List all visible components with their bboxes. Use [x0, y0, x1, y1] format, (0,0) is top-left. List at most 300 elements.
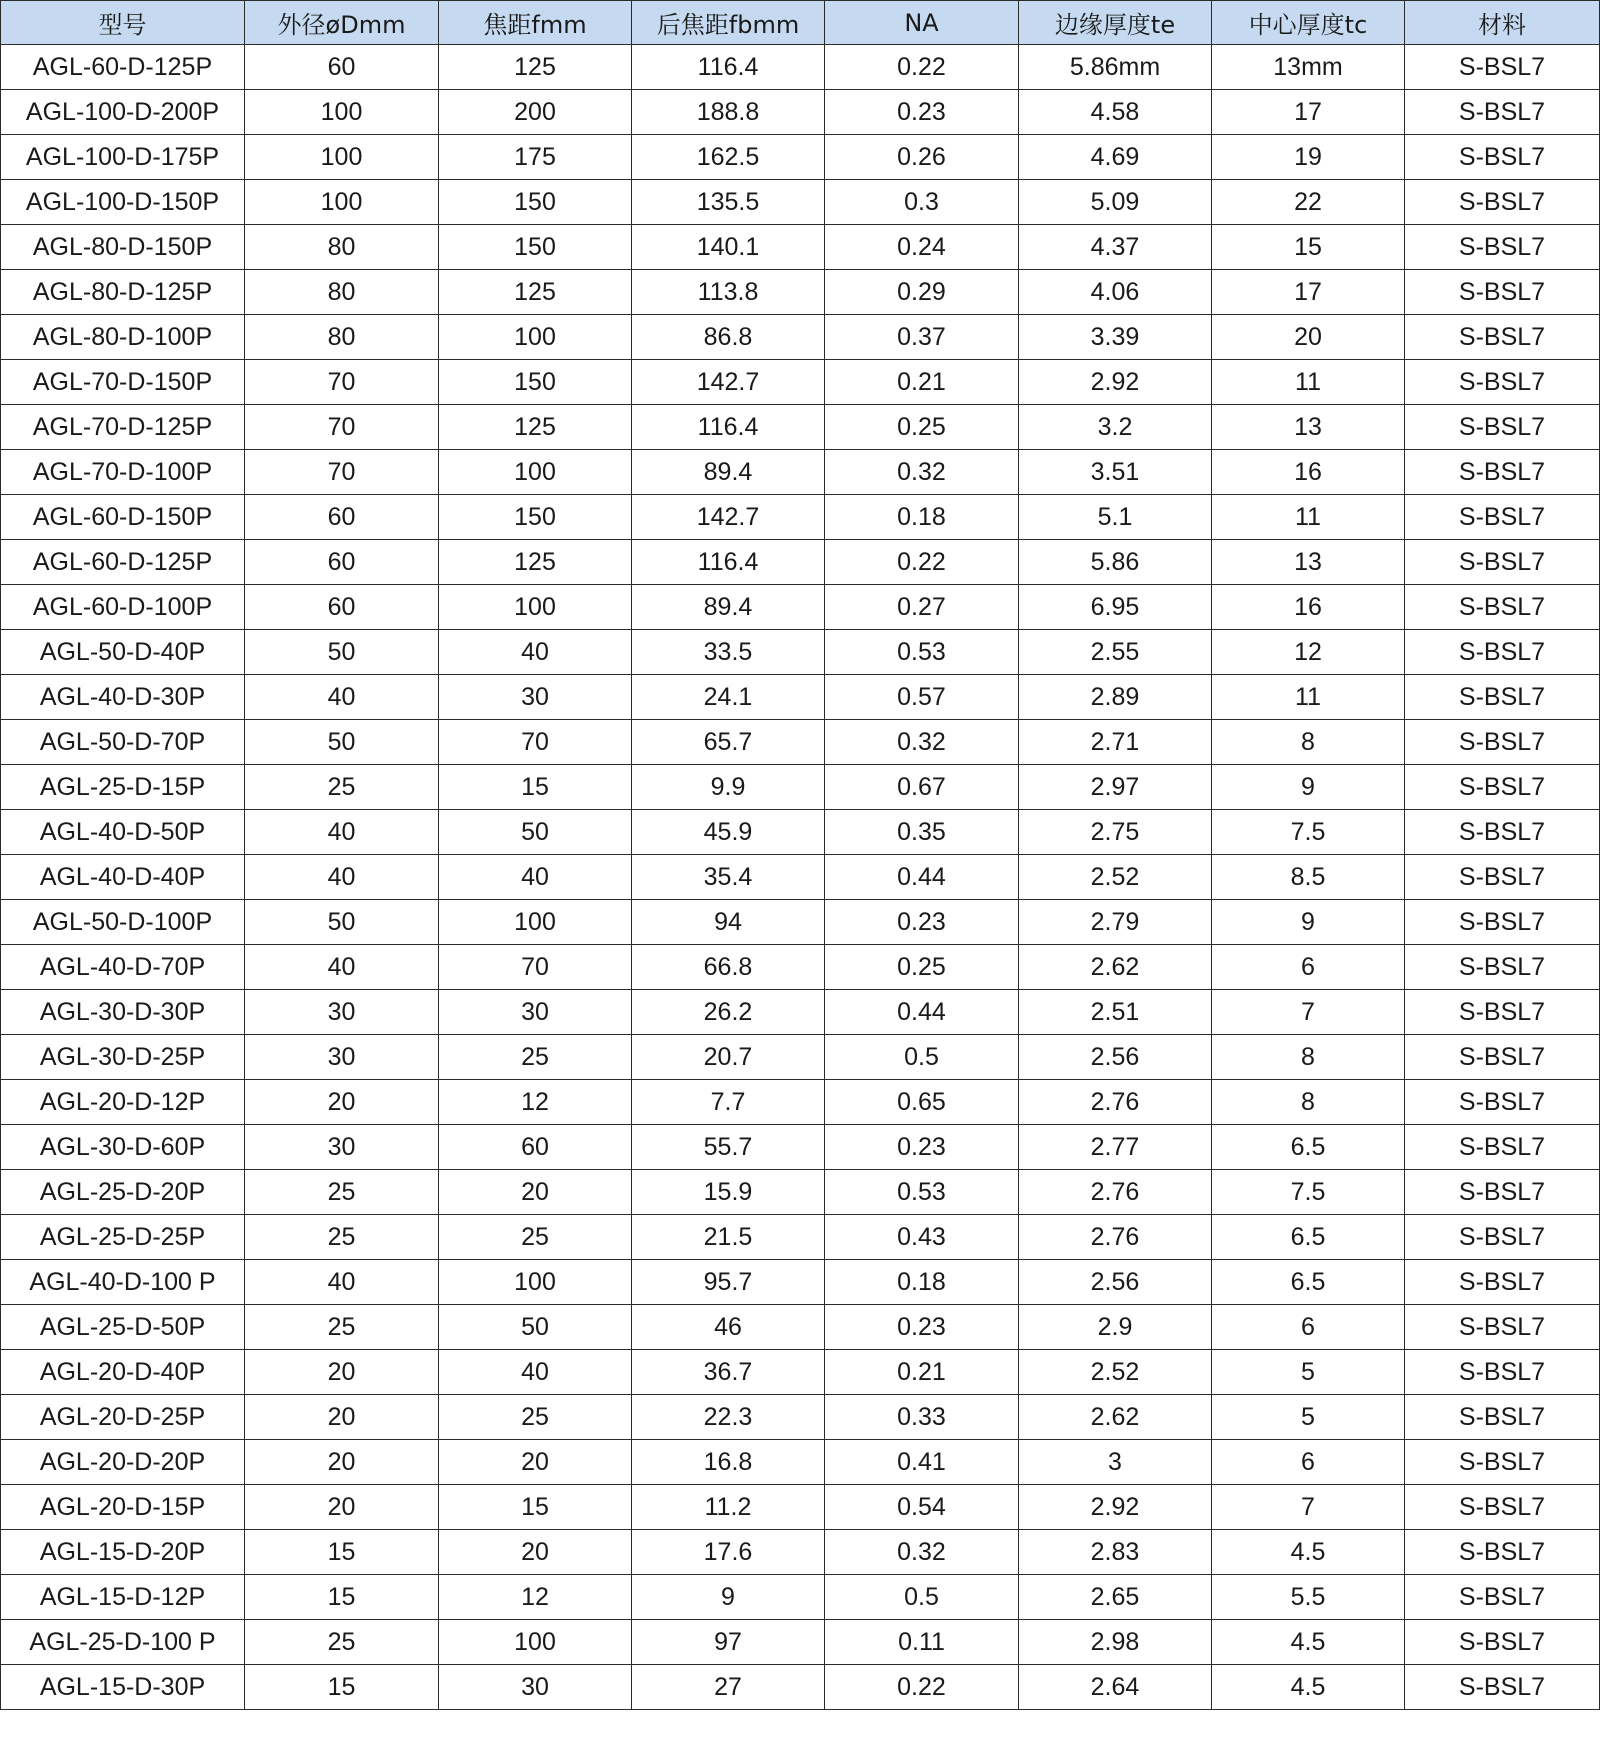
table-row — [1, 135, 1600, 180]
cell-back-focal-length: 21.5 — [632, 1215, 825, 1260]
header-material: 材料 — [1405, 1, 1600, 45]
cell-na: 0.41 — [825, 1440, 1019, 1485]
cell-na: 0.57 — [825, 675, 1019, 720]
cell-focal-length: 125 — [439, 540, 632, 585]
cell-model: AGL-15-D-12P — [1, 1575, 245, 1620]
cell-material: S-BSL7 — [1405, 1440, 1600, 1485]
cell-na: 0.5 — [825, 1575, 1019, 1620]
cell-outer-diameter: 80 — [245, 315, 439, 360]
cell-center-thickness: 7.5 — [1212, 1170, 1405, 1215]
cell-focal-length: 60 — [439, 1125, 632, 1170]
table-row — [1, 1665, 1600, 1710]
cell-model: AGL-25-D-25P — [1, 1215, 245, 1260]
cell-outer-diameter: 20 — [245, 1440, 439, 1485]
cell-back-focal-length: 65.7 — [632, 720, 825, 765]
cell-focal-length: 15 — [439, 765, 632, 810]
cell-model: AGL-60-D-150P — [1, 495, 245, 540]
cell-material: S-BSL7 — [1405, 810, 1600, 855]
cell-focal-length: 150 — [439, 225, 632, 270]
cell-model: AGL-70-D-125P — [1, 405, 245, 450]
table-row — [1, 225, 1600, 270]
cell-na: 0.65 — [825, 1080, 1019, 1125]
table-row — [1, 1620, 1600, 1665]
cell-na: 0.32 — [825, 720, 1019, 765]
cell-na: 0.18 — [825, 495, 1019, 540]
cell-back-focal-length: 33.5 — [632, 630, 825, 675]
cell-na: 0.43 — [825, 1215, 1019, 1260]
table-row — [1, 900, 1600, 945]
cell-edge-thickness: 3.51 — [1019, 450, 1212, 495]
cell-material: S-BSL7 — [1405, 855, 1600, 900]
cell-center-thickness: 8 — [1212, 1035, 1405, 1080]
table-row — [1, 585, 1600, 630]
cell-na: 0.54 — [825, 1485, 1019, 1530]
cell-outer-diameter: 30 — [245, 1035, 439, 1080]
cell-edge-thickness: 2.75 — [1019, 810, 1212, 855]
cell-material: S-BSL7 — [1405, 1125, 1600, 1170]
cell-edge-thickness: 5.1 — [1019, 495, 1212, 540]
cell-na: 0.37 — [825, 315, 1019, 360]
cell-center-thickness: 11 — [1212, 495, 1405, 540]
cell-na: 0.33 — [825, 1395, 1019, 1440]
cell-model: AGL-20-D-12P — [1, 1080, 245, 1125]
cell-back-focal-length: 89.4 — [632, 450, 825, 495]
table-row — [1, 180, 1600, 225]
cell-model: AGL-25-D-15P — [1, 765, 245, 810]
cell-focal-length: 40 — [439, 630, 632, 675]
cell-outer-diameter: 30 — [245, 1125, 439, 1170]
cell-edge-thickness: 5.86mm — [1019, 45, 1212, 90]
table-row — [1, 540, 1600, 585]
cell-back-focal-length: 46 — [632, 1305, 825, 1350]
cell-center-thickness: 4.5 — [1212, 1620, 1405, 1665]
cell-edge-thickness: 2.65 — [1019, 1575, 1212, 1620]
table-row — [1, 720, 1600, 765]
table-row — [1, 90, 1600, 135]
cell-material: S-BSL7 — [1405, 315, 1600, 360]
cell-focal-length: 150 — [439, 360, 632, 405]
cell-edge-thickness: 6.95 — [1019, 585, 1212, 630]
header-center-thickness: 中心厚度tc — [1212, 1, 1405, 45]
cell-material: S-BSL7 — [1405, 1260, 1600, 1305]
cell-material: S-BSL7 — [1405, 540, 1600, 585]
cell-model: AGL-80-D-100P — [1, 315, 245, 360]
cell-outer-diameter: 80 — [245, 270, 439, 315]
cell-center-thickness: 7.5 — [1212, 810, 1405, 855]
cell-model: AGL-40-D-100 P — [1, 1260, 245, 1305]
cell-back-focal-length: 36.7 — [632, 1350, 825, 1395]
cell-center-thickness: 13mm — [1212, 45, 1405, 90]
cell-model: AGL-60-D-125P — [1, 540, 245, 585]
cell-material: S-BSL7 — [1405, 1530, 1600, 1575]
cell-back-focal-length: 55.7 — [632, 1125, 825, 1170]
cell-na: 0.29 — [825, 270, 1019, 315]
table-row — [1, 270, 1600, 315]
cell-focal-length: 30 — [439, 990, 632, 1035]
cell-center-thickness: 16 — [1212, 450, 1405, 495]
cell-na: 0.23 — [825, 1305, 1019, 1350]
cell-model: AGL-70-D-150P — [1, 360, 245, 405]
cell-back-focal-length: 9 — [632, 1575, 825, 1620]
cell-edge-thickness: 2.76 — [1019, 1215, 1212, 1260]
header-focal-length: 焦距fmm — [439, 1, 632, 45]
cell-back-focal-length: 7.7 — [632, 1080, 825, 1125]
cell-outer-diameter: 50 — [245, 900, 439, 945]
cell-center-thickness: 19 — [1212, 135, 1405, 180]
cell-center-thickness: 5.5 — [1212, 1575, 1405, 1620]
cell-material: S-BSL7 — [1405, 360, 1600, 405]
cell-na: 0.22 — [825, 540, 1019, 585]
cell-material: S-BSL7 — [1405, 585, 1600, 630]
cell-material: S-BSL7 — [1405, 1350, 1600, 1395]
cell-edge-thickness: 2.62 — [1019, 945, 1212, 990]
cell-material: S-BSL7 — [1405, 990, 1600, 1035]
cell-na: 0.5 — [825, 1035, 1019, 1080]
cell-focal-length: 100 — [439, 585, 632, 630]
cell-outer-diameter: 60 — [245, 540, 439, 585]
cell-center-thickness: 13 — [1212, 540, 1405, 585]
cell-material: S-BSL7 — [1405, 1035, 1600, 1080]
cell-model: AGL-25-D-20P — [1, 1170, 245, 1215]
cell-center-thickness: 4.5 — [1212, 1530, 1405, 1575]
table-row — [1, 675, 1600, 720]
cell-back-focal-length: 140.1 — [632, 225, 825, 270]
cell-outer-diameter: 50 — [245, 630, 439, 675]
table-row — [1, 495, 1600, 540]
cell-model: AGL-50-D-40P — [1, 630, 245, 675]
cell-focal-length: 25 — [439, 1215, 632, 1260]
cell-model: AGL-15-D-30P — [1, 1665, 245, 1710]
cell-material: S-BSL7 — [1405, 90, 1600, 135]
cell-edge-thickness: 4.58 — [1019, 90, 1212, 135]
cell-focal-length: 70 — [439, 720, 632, 765]
cell-back-focal-length: 135.5 — [632, 180, 825, 225]
cell-model: AGL-40-D-70P — [1, 945, 245, 990]
cell-na: 0.26 — [825, 135, 1019, 180]
cell-center-thickness: 12 — [1212, 630, 1405, 675]
cell-na: 0.27 — [825, 585, 1019, 630]
cell-back-focal-length: 188.8 — [632, 90, 825, 135]
table-row — [1, 1215, 1600, 1260]
cell-material: S-BSL7 — [1405, 225, 1600, 270]
header-row — [1, 1, 1600, 45]
cell-na: 0.23 — [825, 900, 1019, 945]
table-row — [1, 1035, 1600, 1080]
cell-na: 0.67 — [825, 765, 1019, 810]
table-row — [1, 855, 1600, 900]
cell-back-focal-length: 24.1 — [632, 675, 825, 720]
cell-model: AGL-20-D-20P — [1, 1440, 245, 1485]
cell-back-focal-length: 116.4 — [632, 45, 825, 90]
cell-edge-thickness: 2.98 — [1019, 1620, 1212, 1665]
cell-focal-length: 100 — [439, 900, 632, 945]
cell-model: AGL-60-D-100P — [1, 585, 245, 630]
table-row — [1, 1485, 1600, 1530]
cell-back-focal-length: 66.8 — [632, 945, 825, 990]
cell-na: 0.35 — [825, 810, 1019, 855]
cell-center-thickness: 6.5 — [1212, 1260, 1405, 1305]
cell-outer-diameter: 80 — [245, 225, 439, 270]
cell-edge-thickness: 3.2 — [1019, 405, 1212, 450]
cell-edge-thickness: 2.64 — [1019, 1665, 1212, 1710]
cell-edge-thickness: 3 — [1019, 1440, 1212, 1485]
cell-back-focal-length: 22.3 — [632, 1395, 825, 1440]
cell-edge-thickness: 2.89 — [1019, 675, 1212, 720]
cell-material: S-BSL7 — [1405, 630, 1600, 675]
cell-focal-length: 100 — [439, 315, 632, 360]
header-na: NA — [825, 1, 1019, 45]
cell-material: S-BSL7 — [1405, 675, 1600, 720]
cell-focal-length: 100 — [439, 450, 632, 495]
cell-center-thickness: 11 — [1212, 675, 1405, 720]
cell-edge-thickness: 2.52 — [1019, 855, 1212, 900]
cell-model: AGL-30-D-30P — [1, 990, 245, 1035]
cell-outer-diameter: 70 — [245, 450, 439, 495]
cell-material: S-BSL7 — [1405, 180, 1600, 225]
cell-material: S-BSL7 — [1405, 1485, 1600, 1530]
cell-na: 0.23 — [825, 1125, 1019, 1170]
cell-outer-diameter: 70 — [245, 360, 439, 405]
cell-model: AGL-100-D-200P — [1, 90, 245, 135]
cell-material: S-BSL7 — [1405, 720, 1600, 765]
cell-back-focal-length: 27 — [632, 1665, 825, 1710]
cell-outer-diameter: 25 — [245, 1305, 439, 1350]
cell-outer-diameter: 30 — [245, 990, 439, 1035]
table-row — [1, 405, 1600, 450]
cell-model: AGL-40-D-40P — [1, 855, 245, 900]
cell-back-focal-length: 116.4 — [632, 540, 825, 585]
cell-focal-length: 125 — [439, 405, 632, 450]
cell-model: AGL-20-D-25P — [1, 1395, 245, 1440]
cell-back-focal-length: 16.8 — [632, 1440, 825, 1485]
header-edge-thickness: 边缘厚度te — [1019, 1, 1212, 45]
cell-outer-diameter: 70 — [245, 405, 439, 450]
cell-outer-diameter: 60 — [245, 45, 439, 90]
cell-focal-length: 175 — [439, 135, 632, 180]
table-header — [1, 1, 1600, 45]
cell-back-focal-length: 11.2 — [632, 1485, 825, 1530]
table-row — [1, 1395, 1600, 1440]
cell-edge-thickness: 2.77 — [1019, 1125, 1212, 1170]
cell-material: S-BSL7 — [1405, 270, 1600, 315]
table-row — [1, 810, 1600, 855]
cell-center-thickness: 7 — [1212, 1485, 1405, 1530]
cell-edge-thickness: 2.76 — [1019, 1170, 1212, 1215]
cell-edge-thickness: 5.09 — [1019, 180, 1212, 225]
cell-edge-thickness: 2.71 — [1019, 720, 1212, 765]
cell-material: S-BSL7 — [1405, 1305, 1600, 1350]
table-row — [1, 990, 1600, 1035]
cell-na: 0.53 — [825, 1170, 1019, 1215]
cell-outer-diameter: 20 — [245, 1350, 439, 1395]
table-row — [1, 450, 1600, 495]
cell-na: 0.3 — [825, 180, 1019, 225]
table-row — [1, 945, 1600, 990]
cell-center-thickness: 6 — [1212, 945, 1405, 990]
cell-model: AGL-60-D-125P — [1, 45, 245, 90]
cell-focal-length: 100 — [439, 1260, 632, 1305]
cell-back-focal-length: 142.7 — [632, 495, 825, 540]
cell-edge-thickness: 4.69 — [1019, 135, 1212, 180]
cell-center-thickness: 6 — [1212, 1305, 1405, 1350]
cell-outer-diameter: 25 — [245, 1215, 439, 1260]
cell-edge-thickness: 2.97 — [1019, 765, 1212, 810]
cell-back-focal-length: 94 — [632, 900, 825, 945]
cell-na: 0.21 — [825, 1350, 1019, 1395]
cell-outer-diameter: 20 — [245, 1080, 439, 1125]
cell-material: S-BSL7 — [1405, 495, 1600, 540]
cell-model: AGL-80-D-125P — [1, 270, 245, 315]
cell-na: 0.25 — [825, 945, 1019, 990]
cell-material: S-BSL7 — [1405, 135, 1600, 180]
cell-focal-length: 25 — [439, 1035, 632, 1080]
cell-model: AGL-100-D-175P — [1, 135, 245, 180]
table-row — [1, 1260, 1600, 1305]
table-row — [1, 1575, 1600, 1620]
cell-na: 0.32 — [825, 450, 1019, 495]
cell-edge-thickness: 2.56 — [1019, 1035, 1212, 1080]
header-outer-diameter: 外径øDmm — [245, 1, 439, 45]
cell-center-thickness: 8.5 — [1212, 855, 1405, 900]
cell-focal-length: 20 — [439, 1170, 632, 1215]
cell-outer-diameter: 15 — [245, 1575, 439, 1620]
cell-edge-thickness: 4.37 — [1019, 225, 1212, 270]
cell-na: 0.25 — [825, 405, 1019, 450]
cell-na: 0.22 — [825, 45, 1019, 90]
cell-na: 0.32 — [825, 1530, 1019, 1575]
cell-center-thickness: 17 — [1212, 90, 1405, 135]
table-body — [1, 45, 1600, 1710]
cell-center-thickness: 6.5 — [1212, 1215, 1405, 1260]
cell-model: AGL-20-D-40P — [1, 1350, 245, 1395]
cell-outer-diameter: 40 — [245, 1260, 439, 1305]
cell-edge-thickness: 3.39 — [1019, 315, 1212, 360]
cell-back-focal-length: 89.4 — [632, 585, 825, 630]
cell-model: AGL-15-D-20P — [1, 1530, 245, 1575]
cell-back-focal-length: 15.9 — [632, 1170, 825, 1215]
cell-focal-length: 25 — [439, 1395, 632, 1440]
table-row — [1, 1440, 1600, 1485]
cell-na: 0.18 — [825, 1260, 1019, 1305]
cell-center-thickness: 20 — [1212, 315, 1405, 360]
cell-back-focal-length: 95.7 — [632, 1260, 825, 1305]
cell-back-focal-length: 97 — [632, 1620, 825, 1665]
cell-na: 0.23 — [825, 90, 1019, 135]
cell-na: 0.44 — [825, 990, 1019, 1035]
cell-edge-thickness: 2.92 — [1019, 1485, 1212, 1530]
cell-edge-thickness: 2.79 — [1019, 900, 1212, 945]
cell-edge-thickness: 2.51 — [1019, 990, 1212, 1035]
cell-material: S-BSL7 — [1405, 450, 1600, 495]
cell-back-focal-length: 26.2 — [632, 990, 825, 1035]
cell-model: AGL-100-D-150P — [1, 180, 245, 225]
cell-outer-diameter: 40 — [245, 675, 439, 720]
cell-focal-length: 40 — [439, 1350, 632, 1395]
cell-center-thickness: 9 — [1212, 900, 1405, 945]
table-row — [1, 1170, 1600, 1215]
cell-back-focal-length: 86.8 — [632, 315, 825, 360]
cell-model: AGL-40-D-30P — [1, 675, 245, 720]
cell-edge-thickness: 2.62 — [1019, 1395, 1212, 1440]
cell-focal-length: 30 — [439, 675, 632, 720]
cell-edge-thickness: 2.76 — [1019, 1080, 1212, 1125]
cell-outer-diameter: 60 — [245, 495, 439, 540]
cell-back-focal-length: 9.9 — [632, 765, 825, 810]
cell-focal-length: 150 — [439, 180, 632, 225]
cell-edge-thickness: 2.83 — [1019, 1530, 1212, 1575]
cell-model: AGL-70-D-100P — [1, 450, 245, 495]
cell-focal-length: 12 — [439, 1575, 632, 1620]
cell-focal-length: 125 — [439, 270, 632, 315]
cell-model: AGL-80-D-150P — [1, 225, 245, 270]
cell-edge-thickness: 2.56 — [1019, 1260, 1212, 1305]
cell-center-thickness: 6.5 — [1212, 1125, 1405, 1170]
table-row — [1, 765, 1600, 810]
cell-material: S-BSL7 — [1405, 1395, 1600, 1440]
cell-focal-length: 20 — [439, 1530, 632, 1575]
cell-center-thickness: 7 — [1212, 990, 1405, 1035]
cell-outer-diameter: 40 — [245, 945, 439, 990]
cell-center-thickness: 15 — [1212, 225, 1405, 270]
cell-material: S-BSL7 — [1405, 1665, 1600, 1710]
cell-outer-diameter: 60 — [245, 585, 439, 630]
cell-center-thickness: 8 — [1212, 720, 1405, 765]
cell-center-thickness: 11 — [1212, 360, 1405, 405]
cell-edge-thickness: 2.55 — [1019, 630, 1212, 675]
cell-edge-thickness: 2.52 — [1019, 1350, 1212, 1395]
cell-model: AGL-25-D-50P — [1, 1305, 245, 1350]
cell-focal-length: 70 — [439, 945, 632, 990]
table-row — [1, 1305, 1600, 1350]
cell-center-thickness: 6 — [1212, 1440, 1405, 1485]
header-back-focal-length: 后焦距fbmm — [632, 1, 825, 45]
cell-edge-thickness: 2.9 — [1019, 1305, 1212, 1350]
cell-edge-thickness: 2.92 — [1019, 360, 1212, 405]
cell-back-focal-length: 20.7 — [632, 1035, 825, 1080]
cell-model: AGL-40-D-50P — [1, 810, 245, 855]
cell-focal-length: 12 — [439, 1080, 632, 1125]
cell-back-focal-length: 113.8 — [632, 270, 825, 315]
cell-focal-length: 100 — [439, 1620, 632, 1665]
cell-back-focal-length: 17.6 — [632, 1530, 825, 1575]
cell-back-focal-length: 35.4 — [632, 855, 825, 900]
cell-outer-diameter: 100 — [245, 135, 439, 180]
cell-focal-length: 50 — [439, 1305, 632, 1350]
cell-outer-diameter: 50 — [245, 720, 439, 765]
cell-model: AGL-20-D-15P — [1, 1485, 245, 1530]
table-row — [1, 1350, 1600, 1395]
cell-focal-length: 50 — [439, 810, 632, 855]
table-row — [1, 630, 1600, 675]
cell-center-thickness: 16 — [1212, 585, 1405, 630]
cell-outer-diameter: 40 — [245, 855, 439, 900]
cell-center-thickness: 17 — [1212, 270, 1405, 315]
cell-back-focal-length: 45.9 — [632, 810, 825, 855]
table-row — [1, 1530, 1600, 1575]
table-row — [1, 360, 1600, 405]
cell-focal-length: 15 — [439, 1485, 632, 1530]
cell-model: AGL-25-D-100 P — [1, 1620, 245, 1665]
cell-edge-thickness: 4.06 — [1019, 270, 1212, 315]
cell-material: S-BSL7 — [1405, 1620, 1600, 1665]
cell-outer-diameter: 15 — [245, 1530, 439, 1575]
cell-focal-length: 200 — [439, 90, 632, 135]
cell-material: S-BSL7 — [1405, 765, 1600, 810]
cell-center-thickness: 9 — [1212, 765, 1405, 810]
cell-center-thickness: 22 — [1212, 180, 1405, 225]
cell-outer-diameter: 25 — [245, 765, 439, 810]
cell-back-focal-length: 142.7 — [632, 360, 825, 405]
